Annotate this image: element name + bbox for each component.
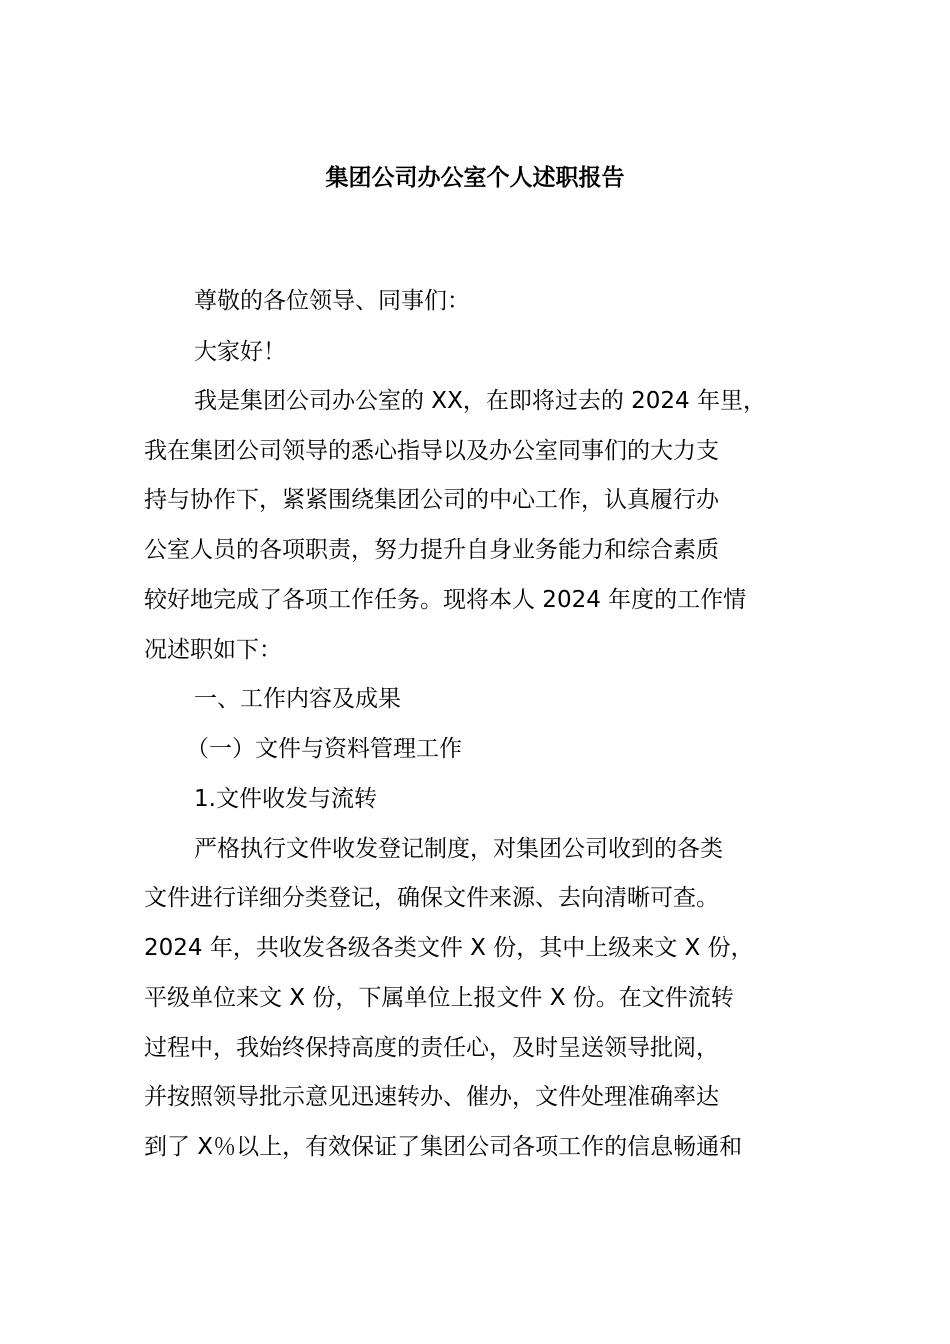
- document-title: 集团公司办公室个人述职报告: [325, 165, 625, 191]
- paragraph-line: 持与协作下，紧紧围绕集团公司的中心工作，认真履行办: [144, 487, 719, 513]
- subsection-heading: （一）文件与资料管理工作: [186, 736, 462, 762]
- paragraph-line: 并按照领导批示意见迅速转办、催办，文件处理准确率达: [144, 1084, 719, 1110]
- paragraph-line: 我在集团公司领导的悉心指导以及办公室同事们的大力支: [144, 438, 719, 464]
- salutation: 尊敬的各位领导、同事们：: [194, 288, 470, 314]
- paragraph-line: 我是集团公司办公室的 XX，在即将过去的 2024 年里，: [194, 388, 766, 414]
- paragraph-line: 到了 X％以上，有效保证了集团公司各项工作的信息畅通和: [144, 1134, 743, 1160]
- paragraph-line: 平级单位来文 X 份，下属单位上报文件 X 份。在文件流转: [144, 985, 734, 1011]
- item-heading: 1.文件收发与流转: [194, 786, 377, 812]
- paragraph-line: 况述职如下：: [144, 637, 282, 663]
- paragraph-line: 公室人员的各项职责，努力提升自身业务能力和综合素质: [144, 537, 719, 563]
- paragraph-line: 较好地完成了各项工作任务。现将本人 2024 年度的工作情: [144, 587, 747, 613]
- section-heading: 一、工作内容及成果: [194, 686, 401, 712]
- paragraph-line: 严格执行文件收发登记制度，对集团公司收到的各类: [194, 836, 723, 862]
- paragraph-line: 文件进行详细分类登记，确保文件来源、去向清晰可查。: [144, 885, 719, 911]
- greeting: 大家好！: [194, 339, 286, 365]
- paragraph-line: 过程中，我始终保持高度的责任心，及时呈送领导批阅，: [144, 1035, 719, 1061]
- paragraph-line: 2024 年，共收发各级各类文件 X 份，其中上级来文 X 份，: [144, 935, 754, 961]
